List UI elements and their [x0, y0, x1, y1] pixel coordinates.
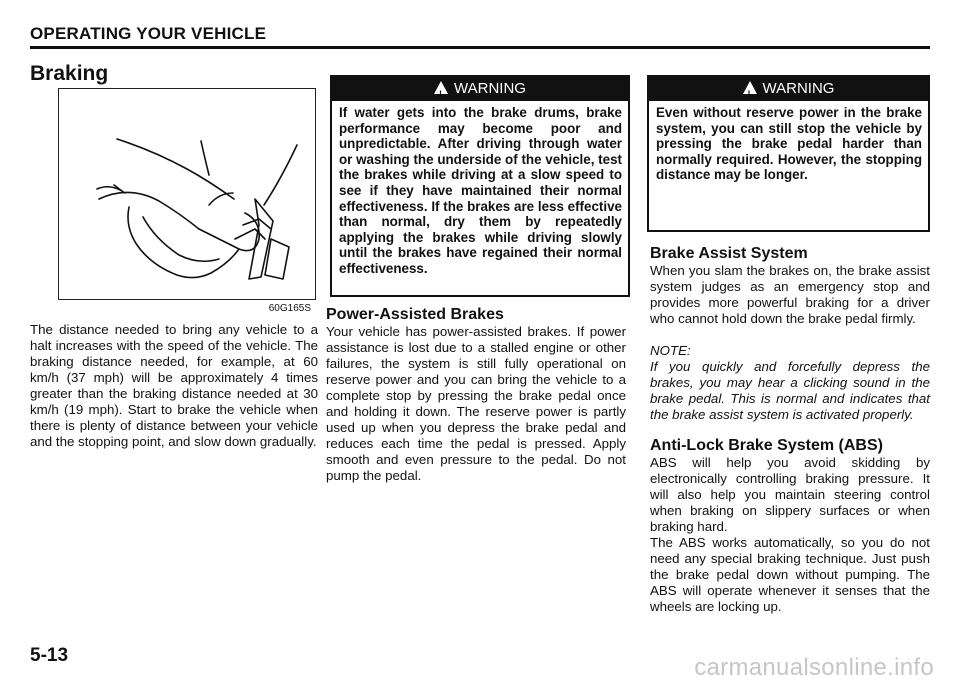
warning-box-reserve-power	[647, 75, 930, 232]
warning-label: WARNING	[762, 80, 835, 97]
brake-assist-heading: Brake Assist System	[650, 245, 808, 262]
warning-text: If water gets into the brake drums, brake performance may become poor and unpredictable. After driving through water or washing the underside of the vehicle, test the brakes while driving at a slow speed to see if they have maintained their normal effectiveness. If the brakes are less effective than normal, dry them by repeatedly applying the brakes while driving slowly until the brakes have regained their normal effectiveness.	[339, 105, 622, 276]
power-assisted-paragraph: Your vehicle has power-assisted brakes. If power assistance is lost due to a stalled engine or other failures, the system is still fully operational on reserve power and you can bring the vehicle to a complete stop by pressing the brake pedal once and holding it down. The reserve power is partly used up when you depress the brake pedal and reduces each time the pedal is pressed. Apply smooth and even pressure to the pedal. Do not pump the pedal.	[326, 324, 626, 483]
page-number: 5-13	[30, 645, 69, 666]
warning-header	[332, 77, 628, 101]
warning-label: WARNING	[454, 80, 526, 97]
note-text: If you quickly and forcefully depress the brakes, you may hear a clicking sound in the brake pedal. This is normal and indicates that the brake assist system is activated properly.	[650, 359, 930, 422]
watermark: carmanualsonline.info	[694, 654, 934, 681]
power-assisted-section	[326, 306, 626, 484]
brake-pedal-illustration	[58, 88, 316, 314]
abs-paragraph-2: The ABS works automatically, so you do not need any special braking technique. Just push the brake pedal down without pumping. The ABS will operate whenever it senses that the wheels are locking up.	[650, 535, 930, 614]
warning-box-water	[330, 75, 630, 297]
brake-assist-section	[650, 245, 930, 615]
warning-text: Even without reserve power in the brake system, you can still stop the vehicle by pressing the brake pedal harder than normally required. However, the stopping distance may be longer.	[656, 105, 922, 183]
warning-triangle-icon	[434, 81, 448, 94]
page-title: Braking	[30, 62, 109, 85]
brake-assist-paragraph: When you slam the brakes on, the brake assist system judges as an emergency stop and provides more powerful braking for a driver who cannot hold down the brake pedal firmly.	[650, 263, 930, 326]
power-assisted-heading: Power-Assisted Brakes	[326, 306, 504, 323]
braking-distance-text	[30, 322, 318, 450]
section-header: OPERATING YOUR VEHICLE	[30, 24, 267, 43]
abs-heading: Anti-Lock Brake System (ABS)	[650, 437, 883, 454]
warning-triangle-icon	[743, 81, 757, 94]
braking-paragraph: The distance needed to bring any vehicle to a halt increases with the speed of the vehicle. The braking distance needed, for example, at 60 km/h (37 mph) will be approximately 4 times greater than the braking distance needed at 30 km/h (19 mph). Start to brake the vehicle when there is plenty of distance between your vehicle and the stopping point, and slow down gradually.	[30, 322, 318, 449]
figure-code: 60G165S	[268, 303, 311, 314]
abs-paragraph-1: ABS will help you avoid skidding by electronically controlling braking pressure. It will also help you maintain steering control when braking on slippery surfaces or when braking hard.	[650, 455, 930, 534]
note-label: NOTE:	[650, 343, 691, 358]
header-rule	[30, 46, 930, 49]
warning-header	[649, 77, 928, 101]
foot-on-pedal-drawing	[59, 89, 315, 299]
